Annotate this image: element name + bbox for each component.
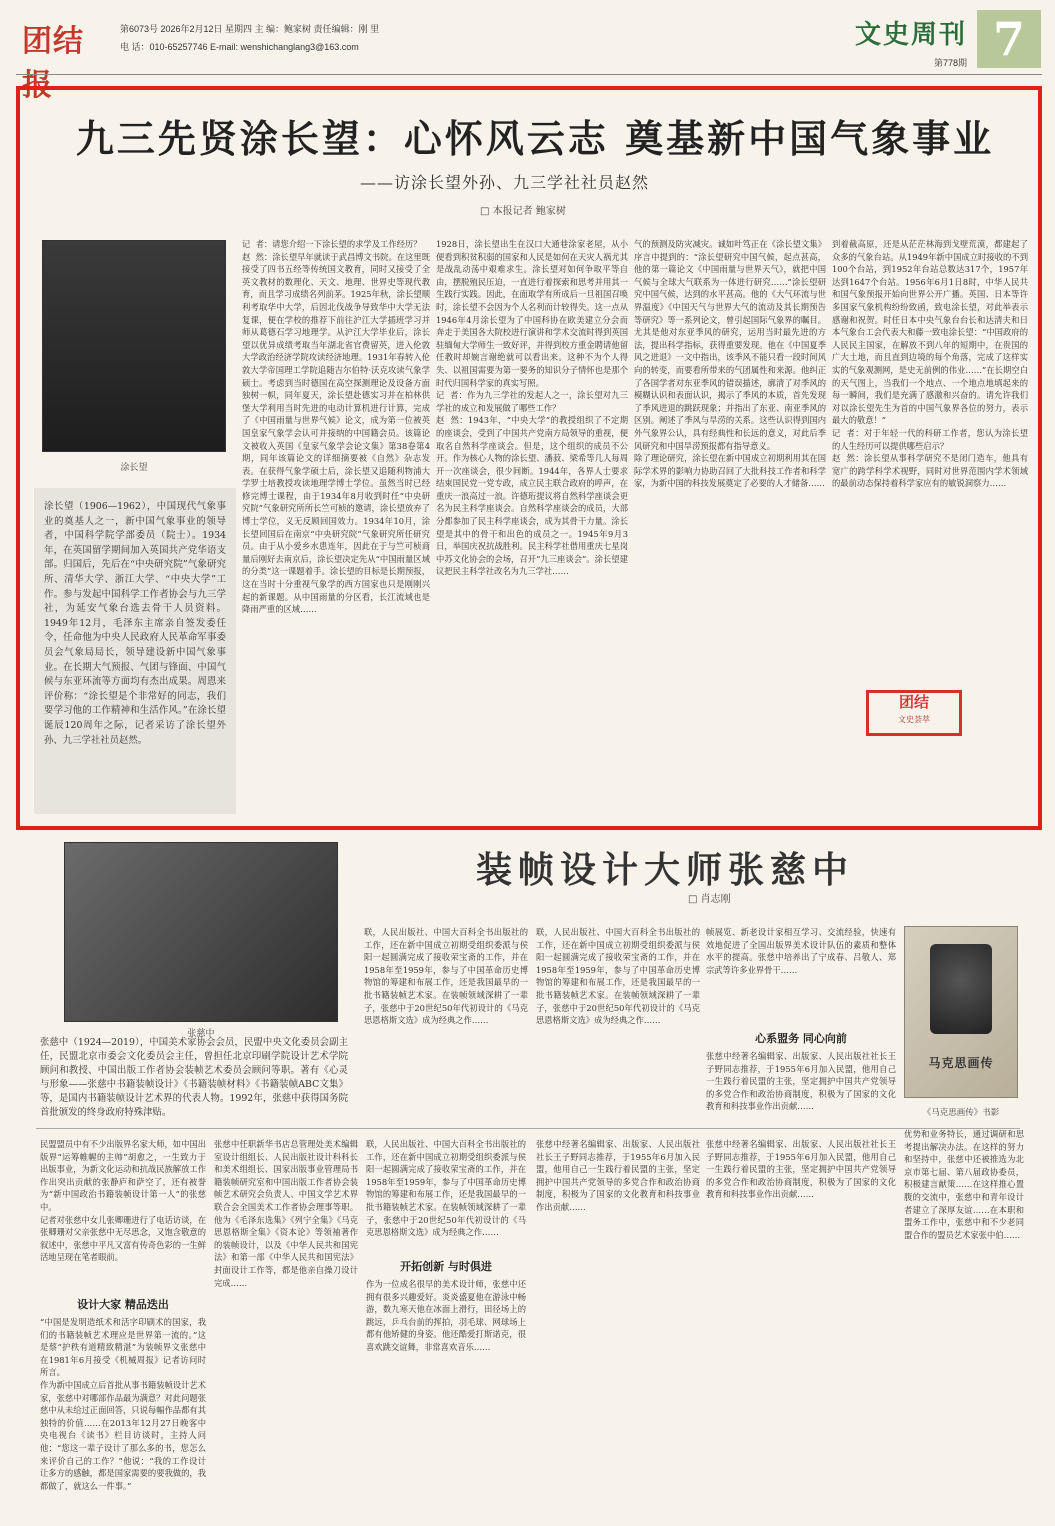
stamp-subtitle: 文史荟萃	[898, 715, 930, 724]
book-cover-title: 马克思画传	[928, 1056, 994, 1070]
article2-col4-body: 张慈中经著名编辑家、出版家、人民出版社社长王子野同志推荐，于1955年6月加入民盟，他用自己一生践行着民盟的主张，坚定拥护中国共产党领导的多党合作和政治协商制度，积极为了国家的文化教育和科技事业作出贡献……	[536, 1139, 700, 1212]
article2-col-mid: 联，人民出版社、中国大百科全书出版社的工作，还在新中国成立初期受组织委派与侯阳一起圆满完成了接收荣宝斋的工作，并在1958年至1959年，参与了中国革命历史博物馆的筹建和布展工作，还是我国最早的一批书籍装帧艺术家。在装帧领域深耕了一辈子，张慈中于20世纪50年代初设计的《马克思恩格斯文选》成为经典之作……	[536, 927, 700, 1026]
column-stamp	[866, 690, 962, 736]
stamp-title: 团结	[898, 693, 929, 711]
article2-col3: 作为一位成名很早的美术设计师，张慈中还拥有很多兴趣爱好。炎炎盛夏他在游泳中畅游，数九寒天他在冰面上滑行，田径场上的跳远，乒乓台前的挥拍，羽毛球、网球场上都有他矫健的身姿。他还酷爱打斯诺克，很喜欢跳交谊舞，非常喜欢音乐……	[366, 1279, 526, 1352]
article2-col4: 张慈中经著名编辑家、出版家、人民出版社社长王子野同志推荐，于1955年6月加入民盟，他用自己一生践行着民盟的主张，坚定拥护中国共产党领导的多党合作和政治协商制度，积极为了国家的文化教育和科技事业作出贡献……	[706, 1051, 896, 1112]
masthead-info-line-2: 电 话：010-65257746 E-mail: wenshichanglang3@163.com	[120, 42, 359, 52]
book-cover-portrait	[930, 944, 992, 1034]
article2-divider	[36, 1128, 1020, 1129]
masthead-info-line-1: 第6073号 2026年2月12日 星期四 主 编：鲍家树 责任编辑：刚 里	[120, 24, 380, 34]
page-number-badge: 7	[977, 10, 1041, 68]
article1-column-2: 1928日，涂长望出生在汉口大通巷涂家老屋，从小便看到积贫积弱的国家和人民是如何在天灾人祸尤其是战乱动荡中艰难求生。涂长望对如何争取平等自由，摆脱殖民压迫，一直进行着探索和思考并用其一生践行实践。因此，在面取学有所成后一旦祖国召唤时，涂长望不会因为个人名利而计较得失。这一点从1946年4月涂长望为了中国科协在欧美建立分会而奔走于美国各大院校进行演讲和学术交流时得到英国驻缅甸大学师生一致好评，并得到校方重金聘请他留任教时却婉言谢绝就可以看出来。这种不为个人得失、以祖国需要为第一要务的知识分子情怀也是那个时代归国科学家的真实写照。 记 者：作为九三学社的发起人之一，涂长望对九三学社的成立和发展做了哪些工作？ 赵 然：1943年，“中央大学”的教授组织了不定期的座谈会，受到了中国共产党南方局领导的重视，便取名自然科学座谈会。但是，这个组织的成员不公开。作为核心人物的涂长望、潘菽、梁希等几人每周开一次座谈会，很少间断。1944年，各界人士要求结束国民党一党专政，成立民主联合政府的呼声，在重庆一浪高过一浪。许德珩提议将自然科学座谈会更名为民主科学座谈会。自然科学座谈会的成员，大部分都参加了民主科学座谈会，成为其骨干力量。涂长望是其中的骨干和出色的成员之一。1945年9月3日，举国庆祝抗战胜利。民主科学社借用重庆七星岗中苏文化协会的会场，召开“九三座谈会”。涂长望建议把民主科学社改名为九三学社……	[436, 239, 628, 577]
masthead-divider	[16, 74, 1042, 75]
article2-col1: “中国是发明造纸术和活字印刷术的国家，我们的书籍装帧艺术理应是世界第一流的。”这是蔡“护秩有道精致精湛”为装帧界文张慈中在1981年6月接受《机械周报》记者访问时所言。 作为新中国成立后首批从事书籍装帧设计艺术家，张慈中对哪部作品最为满意？对此问题张慈中从未给过正面回答，只说每幅作品都有其独特的价值……在2013年12月27日晚客中央电视台《读书》栏目访谈时，主持人问他：“您这一辈子设计了那么多的书，您怎么来评价自己的工作？”他说：“我的工作设计让多方的感触，都是国家需要的要我做的，我都做了，就这么一件事。”	[40, 1317, 206, 1491]
article2-col1-intro: 民盟盟员中有不少出版界名家大师，如中国出版界“运筹帷幄的主帅”胡愈之，一生致力于出版事业，为新文化运动和抗战民族解放工作作出突出贡献的张静庐和萨空了，还有被誉为“新中国政治书籍装帧设计第一人”的张慈中。 记者对张慈中女儿张卿珊进行了电话访谈，在张卿珊对父亲张慈中无尽思念，又饱含敬意的叙述中，张慈中平凡又富有传奇色彩的一生鲜活地呈现在笔者眼前。	[40, 1139, 206, 1263]
article2-intro-right: 联，人民出版社、中国大百科全书出版社的工作，还在新中国成立初期受组织委派与侯阳一起圆满完成了接收荣宝斋的工作，并在1958年至1959年，参与了中国革命历史博物馆的筹建和布展工作，还是我国最早的一批书籍装帧艺术家。在装帧领域深耕了一辈子，张慈中于20世纪50年代初设计的《马克思恩格斯文选》成为经典之作……	[364, 927, 528, 1026]
article2-byline: □ 肖志刚	[688, 894, 731, 905]
article1-byline: □ 本报记者 鲍家树	[480, 206, 566, 217]
subsection-heading-1: 设计大家 精品迭出	[77, 1298, 169, 1311]
article2-col3-top: 联，人民出版社、中国大百科全书出版社的工作，还在新中国成立初期受组织委派与侯阳一起圆满完成了接收荣宝斋的工作，并在1958年至1959年，参与了中国革命历史博物馆的筹建和布展工作，还是我国最早的一批书籍装帧艺术家。在装帧领域深耕了一辈子，张慈中于20世纪50年代初设计的《马克思恩格斯文选》成为经典之作……	[366, 1139, 526, 1238]
article2-headline: 装帧设计大师张慈中	[476, 849, 855, 891]
issue-number: 第778期	[933, 58, 967, 68]
article1-headline: 九三先贤涂长望：心怀风云志 奠基新中国气象事业	[75, 116, 995, 161]
article2-col4-top: 帧展览、新老设计家相互学习、交流经验，快速有效地促进了全国出版界美术设计队伍的素质和整体水平的提高。张慈中培养出了宁成春、吕敬人、郑宗武等许多业界骨干……	[706, 927, 896, 975]
zhang-photo	[64, 842, 338, 1022]
article2-col5-body: 张慈中经著名编辑家、出版家、人民出版社社长王子野同志推荐，于1955年6月加入民盟，他用自己一生践行着民盟的主张，坚定拥护中国共产党领导的多党合作和政治协商制度，积极为了国家的文化教育和科技事业作出贡献……	[706, 1139, 896, 1200]
book-caption: 《马克思画传》书影	[922, 1108, 1000, 1118]
article1-column-4: 到着截高原，还是从茫茫林海到戈壁荒漠，都建起了众多的气象台站。从1949年新中国成立时接收的不到100个台站，到1952年台站总数达317个，1957年达到1647个台站。1956年6月1日8时，中华人民共和国气象预报开始向世界公开广播。英国、日本等许多国家气象机构纷纷致函，致电涂长望，对此举表示感谢和祝贺。时任日本中央气象台台长和达清夫和日本气象台工会代表大和藤一致电涂长望：“中国政府的人民民主国家，在解放不到八年的短期中，在贵国的广大土地，而且直到边境的每个角落，完成了这样实实的气象观测网，是史无前例的伟业……”在长期空白的天气图上，当我们一个地点、一个地点地填起来的每一瞬间，我们是充满了感激和兴奋的。请允许我们对以涂长望先生为首的中国气象界各位的努力，表示最大的敬意！” 记 者：对于年轻一代的科研工作者，您认为涂长望的人生经历可以提供哪些启示？ 赵 然：涂长望从事科学研究不是闭门造车，他具有宽广的跨学科学术视野，同时对世界范围内学术领域的最前动态保持着科学家应有的敏锐洞察力……	[832, 239, 1028, 489]
article1-column-1: 记 者：请您介绍一下涂长望的求学及工作经历？ 赵 然：涂长望早年就读于武昌博文书院。在这里既接受了四书五经等传统国文教育，同时又接受了全英文教材的数理化、天文、地理、世界史等现代教育，而且学习成绩名列前茅。1925年秋，涂长望顺利考取华中大学，后因北伐战争导致华中大学无法复课，便在学校的推荐下前往沪江大学插班学习并师从葛德石学习地理学。从沪江大学毕业后，涂长望以优异成绩考取当年湖北省官费留英，进入伦敦大学政治经济学院攻读经济地理。1931年春转入伦敦大学帝国理工学院追随吉尔伯特·沃克攻读气象学硕士。考虑到当时德国在高空探测理论及设备方面独树一帜，同年夏天，涂长望赴德实习并在柏林供堡大学利用当时先进的电动计算机进行计算，完成了《中国雨量与世界气候》论文，成为第一位被英国皇家气象学会认可并接纳的中国籍会员。该篇论文被收入英国《皇家气象学会论文集》第38卷第4期，同年该篇论文的详细摘要被《自然》杂志发表。在获得气象学硕士后，涂长望又追随利物浦大学罗士培教授攻读地理学博士学位。虽然当时已经修完博士课程，由于1934年8月收到时任“中央研究院”气象研究所所长竺可桢的邀请，涂长望放弃了博士学位，义无反顾回国效力。1934年10月，涂长望回国后在南京“中央研究院”气象研究所任研究员。由于从小爱乡水患连年，因此在于与竺可桢商量后刚好去南京后，涂长望决定先从“中国雨量区域的分类”这一课题着手。涂长望的目标是长期预报，这在当时十分重视气象学的西方国家也只是刚刚兴起的新课题。从中国雨量的分区看，长江流域也是降雨严重的区域……	[242, 239, 430, 615]
section-title: 文史周刊	[854, 20, 967, 50]
article1-byline-text: 本报记者 鲍家树	[492, 206, 566, 217]
bio-box: 涂长望（1906—1962），中国现代气象事业的奠基人之一，新中国气象事业的领导者，中国科学院学部委员（院士）。1934年，在英国留学期间加入英国共产党华语支部。归国后，先后在“中央研究院”气象研究所、清华大学、浙江大学、“中央大学”工作。参与发起中国科学工作者协会与九三学社，为延安气象台选去骨干人员资料。1949年12月，毛泽东主席亲自签发委任令，任命他为中央人民政府人民革命军事委员会气象局局长，领导建设新中国气象事业。在长期大气预报、气团与锋面、中国气候与东亚环流等方面均有杰出成果。周恩来评价称：“涂长望是个非常好的同志，我们要学习他的工作精神和生活作风。”在涂长望诞辰120周年之际，记者采访了涂长望外孙、九三学社社员赵然。	[34, 488, 236, 814]
portrait-caption: 涂长望	[120, 463, 148, 473]
subsection-heading-2: 开拓创新 与时俱进	[400, 1260, 492, 1273]
portrait-photo	[42, 240, 226, 452]
paper-logo: 团结报	[22, 24, 84, 103]
article2-col6-body: 优势和业务特长，通过调研和思考提出解决办法。在这样的努力和坚持中，张慈中还被推选为北京市第七届、第八届政协委员，积极建言献策……在这样推心置腹的交流中，张慈中和青年设计者建立了深厚友谊……在本职和盟务工作中，张慈中和不少老同盟合作的盟员艺术家张中伯……	[904, 1129, 1024, 1240]
article2-col2: 张慈中任职新华书店总管理处美术编辑室设计组组长、人民出版社设计科科长和美术组组长、国家出版事业管理局书籍装帧研究室和中国出版工作者协会装帧艺术研究会负责人、中国文学艺术界联合会全国美术工作者协会理事等职。他为《毛泽东选集》《列宁全集》《马克思恩格斯全集》《资本论》等领袖著作的装帧设计，以及《中华人民共和国宪法》和第一部《中华人民共和国宪法》封面设计工作等，都是他亲自操刀设计完成……	[214, 1139, 358, 1288]
article1-subhead: ——访涂长望外孙、九三学社社员赵然	[360, 173, 650, 192]
subsection-heading-3: 心系盟务 同心向前	[755, 1032, 847, 1045]
article1-column-3: 气的预测及防灾减灾。诚如叶笃正在《涂长望文集》序言中提到的：“涂长望研究中国气候，起点甚高，他的第一篇论文《中国雨量与世界天气》，就把中国气候与全球大气联系为一体进行研究……”涂长望研究中国气候，达到的水平甚高。他的《大气环流与世界温度》《中国天气与世界大气的流动及其长期预告等研究》等一系列论文，曾引起国际气象界的瞩目。尤其是他对东亚季风的研究，运用当时最先进的方法，提出科学指标，获得重要发现。他在《中国夏季风之进退》一文中指出，该季风不能只看一段时间风向的转变，而要看所带来的气团属性和来源。他纠正了各国学者对东亚季风的错误描述，廓清了对季风的模糊认识和表面认识，揭示了季风的本质，首先发现了季风进退的跳跃现象；并指出了东亚、南亚季风的区别。阐述了季风与旱涝的关系。这些认识得到国内外气象界公认，具有经典性和长远的意义，对此后季风研究和中国旱涝预报都有指导意义。 除了理论研究，涂长望在新中国成立初期利用其在国际学术界的影响力协助召回了大批科技工作者和科学家，为新中国的科技发展奠定了必要的人才储备……	[634, 239, 826, 489]
article2-bio: 张慈中（1924—2019），中国美术家协会会员，民盟中央文化委员会副主任，民盟北京市委会文化委员会主任，曾担任北京印刷学院设计艺术学院顾问和教授、中国出版工作者协会装帧艺术委员会顾问等职。著有《心灵与形象——张慈中书籍装帧设计》《书籍装帧材料》《书籍装帧ABC文集》等，是国内书籍装帧设计艺术界的代表人物。1992年，张慈中获得国务院首批颁发的终身政府特殊津贴。	[40, 1037, 348, 1118]
zhang-photo-caption: 张慈中	[187, 1029, 215, 1039]
article2-byline-text: 肖志刚	[700, 894, 731, 905]
